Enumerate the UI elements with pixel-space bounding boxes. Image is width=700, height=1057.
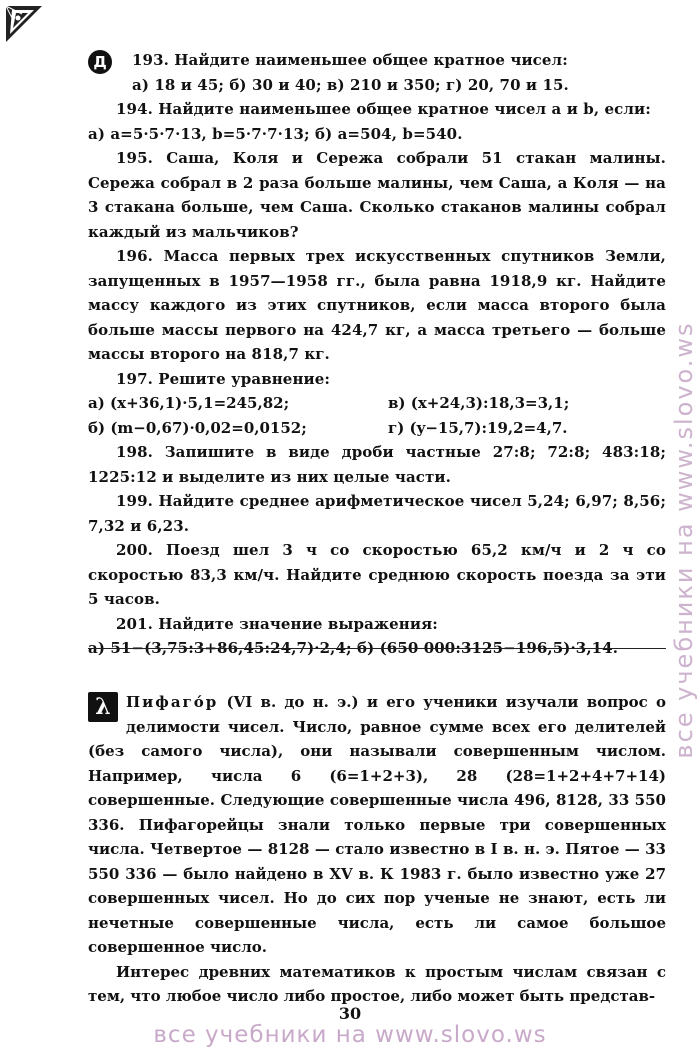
equation-a: а) (x+36,1)·5,1=245,82;: [88, 394, 290, 412]
problem-197-row-1: [88, 391, 666, 416]
page-number: 30: [338, 1004, 362, 1023]
pythagoras-name: Пифаго́р: [126, 693, 219, 711]
textbook-page: Д 193. Найдите наименьшее общее кратное чисел: а) 18 и 45; б) 30 и 40; в) 210 и 350; г) 20, 70 и 15. 194. Найдите наименьшее общее кратное чисел a и b, если: а) a=5·5·7·13, b=5·7·7·13; б) a=504, b=540. 195. Саша, Коля и Сережа собрали 51 стакан малины. Сережа собрал в 2 раза больше малины, чем Саша, а Коля — на 3 стакана больше, чем Саша. Сколько стаканов малины собрал каждый из мальчиков? 196. Масса первых трех искусственных спутников Земли, запущенных в 1957—1958 гг., была равна 1918,9 кг. Найдите массу каждого из этих спутников, если масса второго была больше массы первого на 424,7 кг, а масса третьего — больше массы второго на 818,7 кг. 197. Решите уравнение: а) (x+36,1)·5,1=245,82; в) (x+24,3):18,3=3,1; б) (m−0,67)·0,02=0,0152; г) (y−15,7):19,2=4,7. 198. Запишите в виде дроби частные 27:8; 72:8; 483:18; 1225:12 и выделите из них целые части. 199. Найдите среднее арифметическое чисел 5,24; 6,97; 8,56; 7,32 и 6,23. 200. Поезд шел 3 ч со скоростью 65,2 км/ч и 2 ч со скоростью 83,3 км/ч. Найдите среднюю скорость поезда за эти 5 часов. 201. Найдите значение выражения: а) 51−(3,75:3+86,45:24,7)·2,4; б) (650 000:3125−196,5)·3,14. λ Пифаго́р (VI в. до н. э.) и его ученики изучали вопрос о делимости чисел. Число, равное сумме всех его делителей (без самого числа), они называли совершенным числом. Например, числа 6 (6=1+2+3), 28 (28=1+2+4+7+14) совершенные. Следующие совершенные числа 496, 8128, 33 550 336. Пифагорейцы знали только первые три совершенных числа. Четвертое — 8128 — стало известно в I в. н. э. Пятое — 33 550 336 — было найдено в XV в. К 1983 г. было известно уже 27 совершенных чисел. Но до сих пор ученые не знают, есть ли нечетные совершенные числа, есть ли самое большое совершенное число. Интерес древних математиков к простым числам связан с тем, что любое число либо простое, либо может быть представ- 30 все учебники на www.slovo.ws все учебники на www.slovo.ws: [0, 0, 700, 1057]
corner-ornament-icon: [4, 4, 44, 44]
problem-193: 193. Найдите наименьшее общее кратное чисел:: [132, 51, 568, 69]
history-paragraph-2: Интерес древних математиков к простым числам связан с тем, что любое число либо простое, либо может быть представ-: [88, 962, 666, 1005]
problems-list: [88, 48, 666, 661]
history-paragraph-1: λ Пифаго́р (VI в. до н. э.) и его ученики изучали вопрос о делимости чисел. Число, равное сумме всех его делителей (без самого числа), они называли совершенным числом. Например, числа 6 (6=1+2+3), 28 (28=1+2+4+7+14) совершенные. Следующие совершенные числа 496, 8128, 33 550 336. Пифагорейцы знали только первые три совершенных числа. Четвертое — 8128 — стало известно в I в. н. э. Пятое — 33 550 336 — было найдено в XV в. К 1983 г. было известно уже 27 совершенных чисел. Но до сих пор ученые не знают, есть ли нечетные совершенные числа, есть ли самое большое совершенное число.: [88, 693, 666, 956]
problem-199: 199. Найдите среднее арифметическое чисел 5,24; 6,97; 8,56; 7,32 и 6,23.: [88, 492, 666, 535]
history-note: [88, 690, 666, 1009]
section-badge: Д: [88, 50, 112, 74]
problem-197-row-2: [88, 416, 666, 441]
problem-197: 197. Решите уравнение:: [116, 369, 331, 388]
problem-201: 201. Найдите значение выражения:: [116, 614, 438, 633]
watermark-bottom: все учебники на www.slovo.ws: [153, 1022, 547, 1048]
problem-201-parts: а) 51−(3,75:3+86,45:24,7)·2,4; б) (650 000:3125−196,5)·3,14.: [88, 639, 619, 657]
problem-200: 200. Поезд шел 3 ч со скоростью 65,2 км/ч и 2 ч со скоростью 83,3 км/ч. Найдите среднюю скорость поезда за эти 5 часов.: [88, 541, 666, 608]
equation-b: б) (m−0,67)·0,02=0,0152;: [88, 418, 307, 437]
problem-194-parts: а) a=5·5·7·13, b=5·7·7·13; б) a=504, b=540.: [88, 124, 463, 143]
problem-196: 196. Масса первых трех искусственных спутников Земли, запущенных в 1957—1958 гг., была равна 1918,9 кг. Найдите массу каждого из этих спутников, если масса второго была больше массы первого на 424,7 кг, а масса третьего — больше массы второго на 818,7 кг.: [88, 247, 666, 363]
problem-195: 195. Саша, Коля и Сережа собрали 51 стакан малины. Сережа собрал в 2 раза больше малины, чем Саша, а Коля — на 3 стакана больше, чем Саша. Сколько стаканов малины собрал каждый из мальчиков?: [88, 149, 666, 241]
problem-198: 198. Запишите в виде дроби частные 27:8; 72:8; 483:18; 1225:12 и выделите из них целые части.: [88, 443, 666, 486]
problem-194: 194. Найдите наименьшее общее кратное чисел a и b, если:: [116, 100, 651, 118]
section-divider: [88, 648, 666, 649]
equation-v: в) (x+24,3):18,3=3,1;: [388, 394, 570, 412]
history-lambda-icon: λ: [88, 692, 118, 722]
problem-193-parts: а) 18 и 45; б) 30 и 40; в) 210 и 350; г) 20, 70 и 15.: [132, 75, 569, 94]
equation-g: г) (y−15,7):19,2=4,7.: [388, 418, 568, 437]
